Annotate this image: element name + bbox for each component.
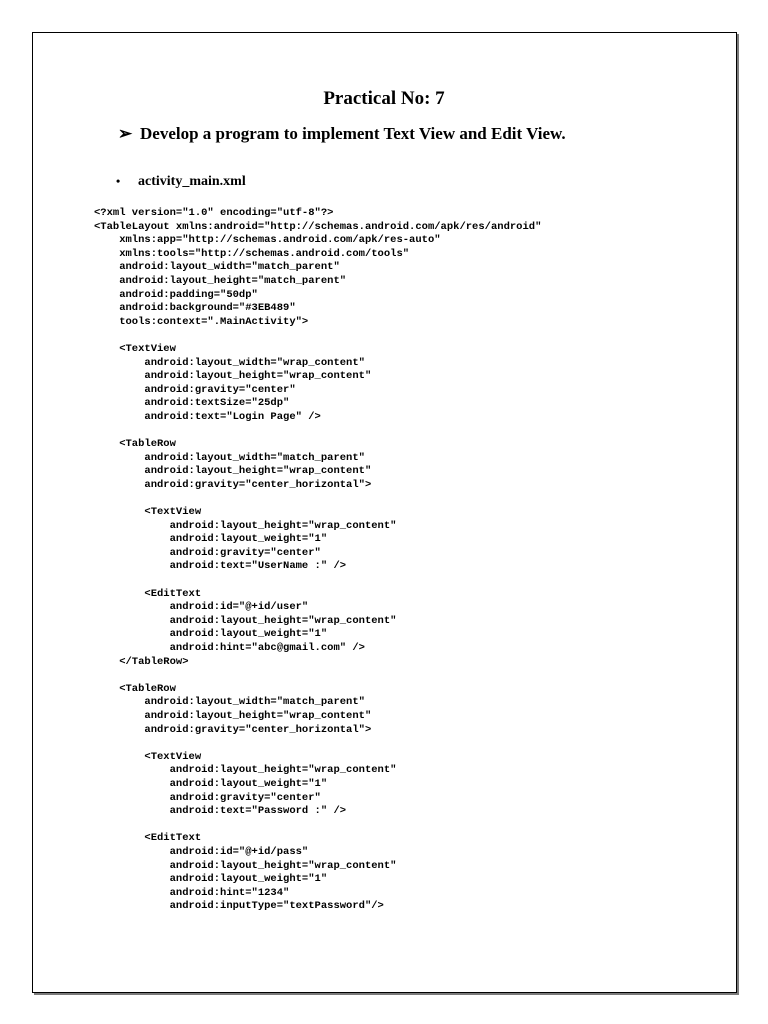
code-line: android:layout_height="wrap_content" (94, 709, 372, 722)
code-line: android:id="@+id/user" (94, 601, 309, 614)
code-line: android:hint="1234" (94, 886, 290, 899)
code-line: android:layout_width="match_parent" (94, 451, 365, 464)
code-line: android:background="#3EB489" (94, 302, 296, 315)
code-line: android:inputType="textPassword"/> (94, 900, 384, 913)
code-line: android:layout_height="wrap_content" (94, 614, 397, 627)
code-line: xmlns:app="http://schemas.android.com/apk/res-auto" (94, 234, 441, 247)
code-line: android:hint="abc@gmail.com" /> (94, 642, 365, 654)
code-line: <TableRow (94, 682, 176, 695)
code-line: <TableLayout xmlns:android="http://schemas.android.com/apk/res/android" (94, 220, 542, 233)
code-line: <TextView (94, 750, 202, 763)
code-line: android:text="Login Page" /> (94, 410, 321, 423)
code-line (94, 574, 541, 588)
file-name: activity_main.xml (138, 174, 246, 189)
aim-statement (118, 124, 566, 144)
code-line (94, 669, 541, 683)
code-line: android:layout_height="match_parent" (94, 274, 347, 287)
aim-text: Develop a program to implement Text View and Edit View. (140, 124, 566, 143)
code-line: </TableRow> (94, 655, 189, 668)
code-line: android:id="@+id/pass" (94, 845, 309, 858)
code-line: android:gravity="center_horizontal"> (94, 478, 372, 491)
code-line: android:layout_height="wrap_content" (94, 859, 397, 872)
code-line: <TextView (94, 506, 202, 519)
code-line: android:layout_weight="1" (94, 533, 328, 546)
code-line: android:gravity="center" (94, 546, 321, 559)
arrow-bullet-icon: ➢ (118, 124, 133, 143)
code-line (94, 492, 541, 506)
code-line: android:layout_weight="1" (94, 628, 328, 641)
code-line: android:layout_weight="1" (94, 777, 328, 790)
code-line: <?xml version="1.0" encoding="utf-8"?> (94, 207, 334, 219)
code-line: android:layout_height="wrap_content" (94, 764, 397, 777)
code-line (94, 425, 541, 439)
code-line (94, 737, 541, 751)
code-line (94, 819, 541, 833)
code-line (94, 329, 541, 343)
code-line: <TextView (94, 342, 176, 355)
code-line: android:layout_width="wrap_content" (94, 356, 365, 369)
code-line: <EditText (94, 832, 202, 845)
code-line: android:gravity="center_horizontal"> (94, 723, 372, 736)
code-line: tools:context=".MainActivity"> (94, 315, 309, 328)
code-line: <EditText (94, 587, 202, 600)
code-line: android:text="Password :" /> (94, 805, 347, 818)
code-line: xmlns:tools="http://schemas.android.com/tools" (94, 247, 410, 260)
code-line: android:layout_height="wrap_content" (94, 370, 372, 383)
code-listing (94, 207, 541, 914)
code-line: android:layout_height="wrap_content" (94, 465, 372, 478)
bullet-icon: • (116, 174, 121, 188)
code-line: android:layout_weight="1" (94, 873, 328, 886)
page-title: Practical No: 7 (323, 88, 445, 109)
code-line: android:gravity="center" (94, 791, 321, 804)
code-line: android:gravity="center" (94, 383, 296, 396)
code-line: android:layout_height="wrap_content" (94, 519, 397, 532)
code-line: android:layout_width="match_parent" (94, 696, 365, 709)
code-line: <TableRow (94, 438, 176, 451)
code-line: android:layout_width="match_parent" (94, 261, 340, 274)
file-name-item (116, 174, 246, 190)
code-line: android:padding="50dp" (94, 288, 258, 301)
code-line: android:textSize="25dp" (94, 397, 290, 410)
code-line: android:text="UserName :" /> (94, 560, 347, 573)
